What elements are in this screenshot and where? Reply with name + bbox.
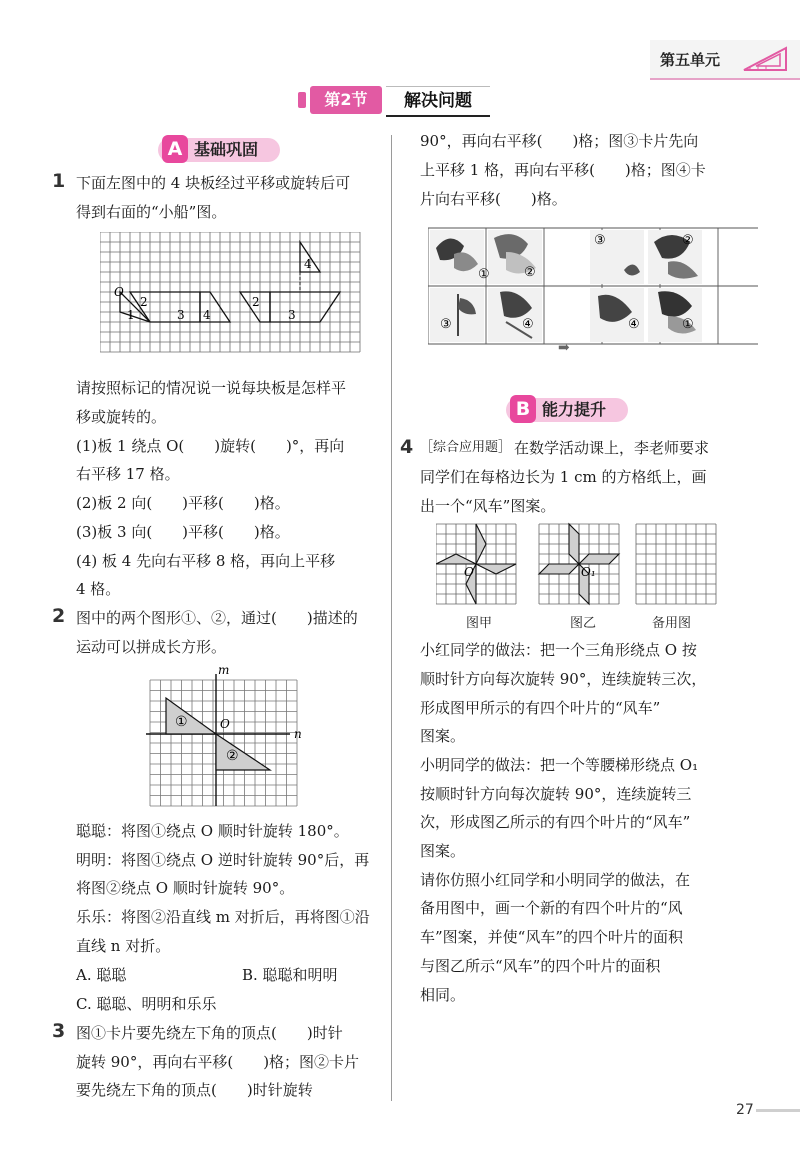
part-a-heading bbox=[158, 138, 280, 162]
q4-ming-line: 按顺时针方向每次旋转 90°，连续旋转三 bbox=[420, 785, 692, 803]
q3-card-3 bbox=[430, 288, 484, 342]
q4-ming-line: 小明同学的做法：把一个等腰梯形绕点 O₁ bbox=[420, 756, 699, 774]
q2-number: 2 bbox=[52, 605, 66, 627]
q2-cong: 聪聪：将图①绕点 O 顺时针旋转 180°。 bbox=[76, 822, 349, 840]
q3-result-card-2 bbox=[648, 230, 702, 284]
q4-line: 同学们在每格边长为 1 cm 的方格纸上，画 bbox=[420, 468, 707, 486]
q4-caption-jia: 图甲 bbox=[466, 616, 493, 631]
q1-sub4-line: (4) 板 4 先向右平移 8 格，再向上平移 bbox=[76, 552, 336, 570]
q2-ming-line: 将图②绕点 O 顺时针旋转 90°。 bbox=[76, 879, 295, 897]
unit-tab bbox=[650, 40, 800, 80]
q2-shape-1 bbox=[166, 698, 216, 734]
q3-label-1: ① bbox=[478, 267, 490, 282]
page-footer-bar bbox=[756, 1109, 800, 1112]
q3-result-card-4 bbox=[590, 288, 644, 342]
column-divider bbox=[391, 135, 392, 1101]
q2-shape-2 bbox=[216, 734, 270, 770]
q2-le-line: 乐乐：将图②沿直线 m 对折后，再将图①沿 bbox=[76, 908, 370, 926]
q4-hong-line: 顺时针方向每次旋转 90°，连续旋转三次， bbox=[420, 670, 707, 688]
ruler-triangle-icon bbox=[740, 44, 790, 74]
q3-line: 要先绕左下角的顶点( )时针旋转 bbox=[76, 1081, 313, 1099]
q1-number: 1 bbox=[52, 170, 66, 192]
q2-grid-figure bbox=[140, 664, 310, 810]
q1-boat-label-3: 3 bbox=[288, 308, 296, 322]
section-badge: 第2节 bbox=[310, 86, 382, 114]
part-b-title: 能力提升 bbox=[542, 400, 607, 419]
q3-card-figure bbox=[428, 218, 758, 358]
q3-number: 3 bbox=[52, 1020, 66, 1042]
q1-sub2: (2)板 2 向( )平移( )格。 bbox=[76, 494, 290, 512]
section-bar bbox=[298, 92, 306, 108]
q4-ming-line: 图案。 bbox=[420, 842, 466, 860]
q3-cont-line: 上平移 1 格，再向右平移( )格；图④卡 bbox=[420, 161, 706, 179]
q4-grid-figures bbox=[436, 520, 726, 606]
q4-hong-line: 图案。 bbox=[420, 727, 466, 745]
q3-line: 旋转 90°，再向右平移( )格；图②卡片 bbox=[76, 1053, 360, 1071]
q1-sub1-line: 右平移 17 格。 bbox=[76, 465, 180, 483]
q1-line: 下面左图中的 4 块板经过平移或旋转后可 bbox=[76, 174, 351, 192]
part-a-title: 基础巩固 bbox=[194, 140, 259, 159]
part-b-letter: B bbox=[510, 395, 536, 423]
q1-label-4: 4 bbox=[203, 308, 211, 322]
q2-le-line: 直线 n 对折。 bbox=[76, 937, 171, 955]
q4-line: 出一个“风车”图案。 bbox=[420, 497, 556, 515]
q1-boat-right bbox=[270, 292, 340, 322]
q2-line: 运动可以拼成长方形。 bbox=[76, 638, 227, 656]
q3-line: 图①卡片要先绕左下角的顶点( )时针 bbox=[76, 1024, 343, 1042]
unit-title: 第五单元 bbox=[659, 51, 720, 69]
q3-result-label-1: ① bbox=[682, 317, 694, 332]
q4-task-line: 请你仿照小红同学和小明同学的做法，在 bbox=[420, 871, 691, 889]
part-a-letter: A bbox=[162, 135, 188, 163]
q4-pinwheel-jia bbox=[436, 524, 516, 604]
q2-label-m: m bbox=[218, 664, 230, 677]
q3-card-1 bbox=[430, 230, 484, 284]
q4-ming-line: 次，形成图乙所示的有四个叶片的“风车” bbox=[420, 813, 691, 831]
q2-ming-line: 明明：将图①绕点 O 逆时针旋转 90°后，再 bbox=[76, 851, 370, 869]
q1-boat-label-2: 2 bbox=[252, 295, 260, 309]
q4-number: 4 bbox=[400, 436, 414, 458]
q4-hong-line: 小红同学的做法：把一个三角形绕点 O 按 bbox=[420, 641, 697, 659]
q4-label-o1: O₁ bbox=[581, 565, 596, 579]
q4-task-line: 车”图案，并使“风车”的四个叶片的面积 bbox=[420, 928, 684, 946]
q3-result-card-1 bbox=[648, 288, 702, 342]
q4-line: 在数学活动课上，李老师要求 bbox=[514, 439, 710, 457]
q4-task-line: 相同。 bbox=[420, 986, 466, 1004]
q4-label-o: O bbox=[464, 565, 474, 579]
section-name: 解决问题 bbox=[386, 86, 490, 117]
q1-line: 得到右面的“小船”图。 bbox=[76, 203, 227, 221]
q1-after-line: 移或旋转的。 bbox=[76, 408, 167, 426]
q2-label-2: ② bbox=[226, 748, 239, 764]
q4-hong-line: 形成图甲所示的有四个叶片的“风车” bbox=[420, 699, 661, 717]
q1-boat-label-4: 4 bbox=[304, 257, 312, 271]
q1-grid-figure bbox=[100, 232, 362, 354]
q1-label-o: O bbox=[114, 285, 124, 299]
q3-result-label-4: ④ bbox=[628, 317, 640, 332]
q1-label-3: 3 bbox=[177, 308, 185, 322]
q2-option-a: A. 聪聪 bbox=[76, 966, 127, 984]
arrow-right-icon: ➡ bbox=[558, 340, 570, 356]
q1-sub4-line: 4 格。 bbox=[76, 580, 121, 598]
q4-task-line: 与图乙所示“风车”的四个叶片的面积 bbox=[420, 957, 661, 975]
q4-caption-spare: 备用图 bbox=[652, 616, 692, 631]
page-number: 27 bbox=[736, 1102, 754, 1118]
q1-label-2: 2 bbox=[140, 295, 148, 309]
q4-task-line: 备用图中，画一个新的有四个叶片的“风 bbox=[420, 899, 683, 917]
q2-option-b: B. 聪聪和明明 bbox=[242, 966, 338, 984]
q2-label-n: n bbox=[294, 727, 302, 741]
q3-label-2: ② bbox=[524, 265, 536, 280]
q1-label-1: 1 bbox=[127, 308, 135, 322]
q3-result-label-2: ② bbox=[682, 233, 694, 248]
q3-cont-line: 片向右平移( )格。 bbox=[420, 190, 567, 208]
q3-label-3: ③ bbox=[440, 317, 452, 332]
q3-card-4 bbox=[488, 288, 542, 342]
part-b-heading bbox=[506, 398, 628, 422]
q1-sub1-line: (1)板 1 绕点 O( )旋转( )°，再向 bbox=[76, 437, 345, 455]
q3-result-label-3: ③ bbox=[594, 233, 606, 248]
q3-cont-line: 90°，再向右平移( )格；图③卡片先向 bbox=[420, 132, 699, 150]
q4-caption-yi: 图乙 bbox=[570, 616, 597, 631]
q4-pinwheel-yi bbox=[539, 524, 619, 604]
q1-sub3: (3)板 3 向( )平移( )格。 bbox=[76, 523, 290, 541]
q2-label-1: ① bbox=[175, 714, 188, 730]
q2-label-o: O bbox=[220, 717, 230, 731]
q3-label-4: ④ bbox=[522, 317, 534, 332]
q2-line: 图中的两个图形①、②，通过( )描述的 bbox=[76, 609, 358, 627]
q1-after-line: 请按照标记的情况说一说每块板是怎样平 bbox=[76, 379, 347, 397]
q2-option-c: C. 聪聪、明明和乐乐 bbox=[76, 995, 217, 1013]
q4-tag: ［综合应用题］ bbox=[420, 440, 512, 455]
